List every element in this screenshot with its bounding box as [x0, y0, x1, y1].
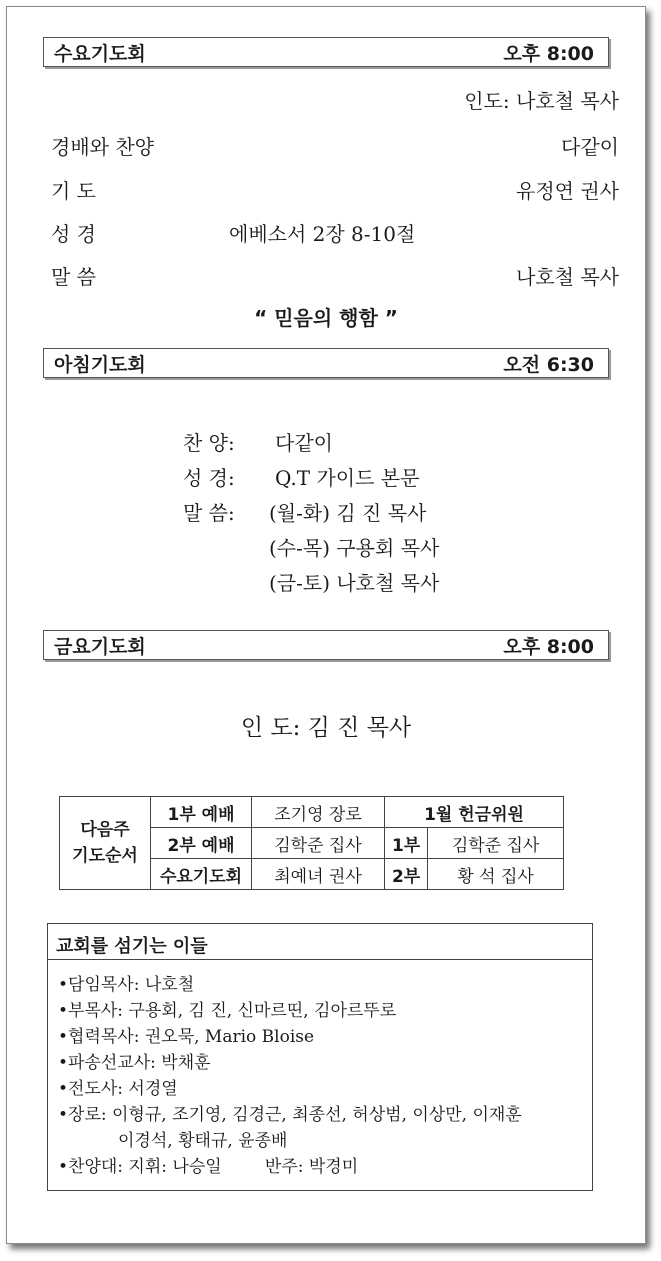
offering-part: 2부 [385, 859, 428, 890]
schedule-service: 2부 예배 [151, 828, 252, 859]
morning-row-value: (월-화) 김 진 목사 [269, 501, 427, 525]
wednesday-leader: 인도: 나호철 목사 [464, 89, 619, 113]
offering-person: 황 석 집사 [428, 859, 564, 890]
morning-header [43, 348, 609, 378]
bulletin-page [6, 6, 646, 1244]
wednesday-header [43, 37, 609, 67]
staff-line: 이경석, 황태규, 윤종배 [118, 1131, 288, 1151]
staff-line: •파송선교사: 박채훈 [58, 1053, 211, 1073]
offering-title: 1월 헌금위원 [385, 797, 564, 828]
friday-time: 오후 8:00 [503, 635, 594, 658]
schedule-person: 최예녀 권사 [252, 859, 385, 890]
schedule-heading-line: 다음주 [80, 820, 130, 840]
morning-extra-line: (금-토) 나호철 목사 [269, 571, 440, 595]
wednesday-row-value: 다같이 [561, 135, 619, 159]
wednesday-row-label: 성 경 [51, 222, 96, 246]
morning-title: 아침기도회 [54, 353, 146, 376]
morning-row-value: Q.T 가이드 본문 [275, 466, 420, 490]
wednesday-time: 오후 8:00 [503, 42, 594, 65]
friday-header [43, 630, 609, 660]
schedule-heading [60, 797, 151, 890]
offering-person: 김학준 집사 [428, 828, 564, 859]
wednesday-row-value: 나호철 목사 [516, 265, 619, 289]
morning-time: 오전 6:30 [503, 353, 594, 376]
staff-line: •담임목사: 나호철 [58, 975, 195, 995]
morning-row-label: 찬 양: [183, 431, 235, 455]
church-staff-box [47, 923, 593, 1191]
wednesday-row-label: 기 도 [51, 179, 96, 203]
schedule-person: 조기영 장로 [252, 797, 385, 828]
staff-line: •협력목사: 권오묵, Mario Bloise [58, 1027, 315, 1047]
wednesday-row-label: 경배와 찬양 [51, 135, 154, 159]
staff-line: •찬양대: 지휘: 나승일 반주: 박경미 [58, 1157, 359, 1177]
next-week-schedule-table [59, 796, 564, 890]
staff-line: •부목사: 구용회, 김 진, 신마르띤, 김아르뚜로 [58, 1001, 397, 1021]
morning-row-label: 성 경: [183, 466, 235, 490]
staff-line: •전도사: 서경열 [58, 1079, 178, 1099]
staff-title: 교회를 섬기는 이들 [48, 924, 592, 960]
morning-extra-line: (수-목) 구용회 목사 [269, 536, 440, 560]
morning-row-label: 말 씀: [183, 501, 235, 525]
friday-title: 금요기도회 [54, 635, 146, 658]
morning-row-value: 다같이 [275, 431, 333, 455]
wednesday-scripture: 에베소서 2장 8-10절 [229, 222, 416, 246]
sermon-title: “ 믿음의 행함 ” [254, 306, 398, 330]
schedule-service: 수요기도회 [151, 859, 252, 890]
schedule-service: 1부 예배 [151, 797, 252, 828]
wednesday-row-label: 말 씀 [51, 265, 96, 289]
wednesday-title: 수요기도회 [54, 42, 146, 65]
schedule-person: 김학준 집사 [252, 828, 385, 859]
friday-leader: 인 도: 김 진 목사 [240, 715, 412, 741]
staff-line: •장로: 이형규, 조기영, 김경근, 최종선, 허상범, 이상만, 이재훈 [58, 1105, 522, 1125]
schedule-heading-line: 기도순서 [72, 846, 138, 866]
offering-part: 1부 [385, 828, 428, 859]
wednesday-row-value: 유정연 권사 [516, 179, 619, 203]
